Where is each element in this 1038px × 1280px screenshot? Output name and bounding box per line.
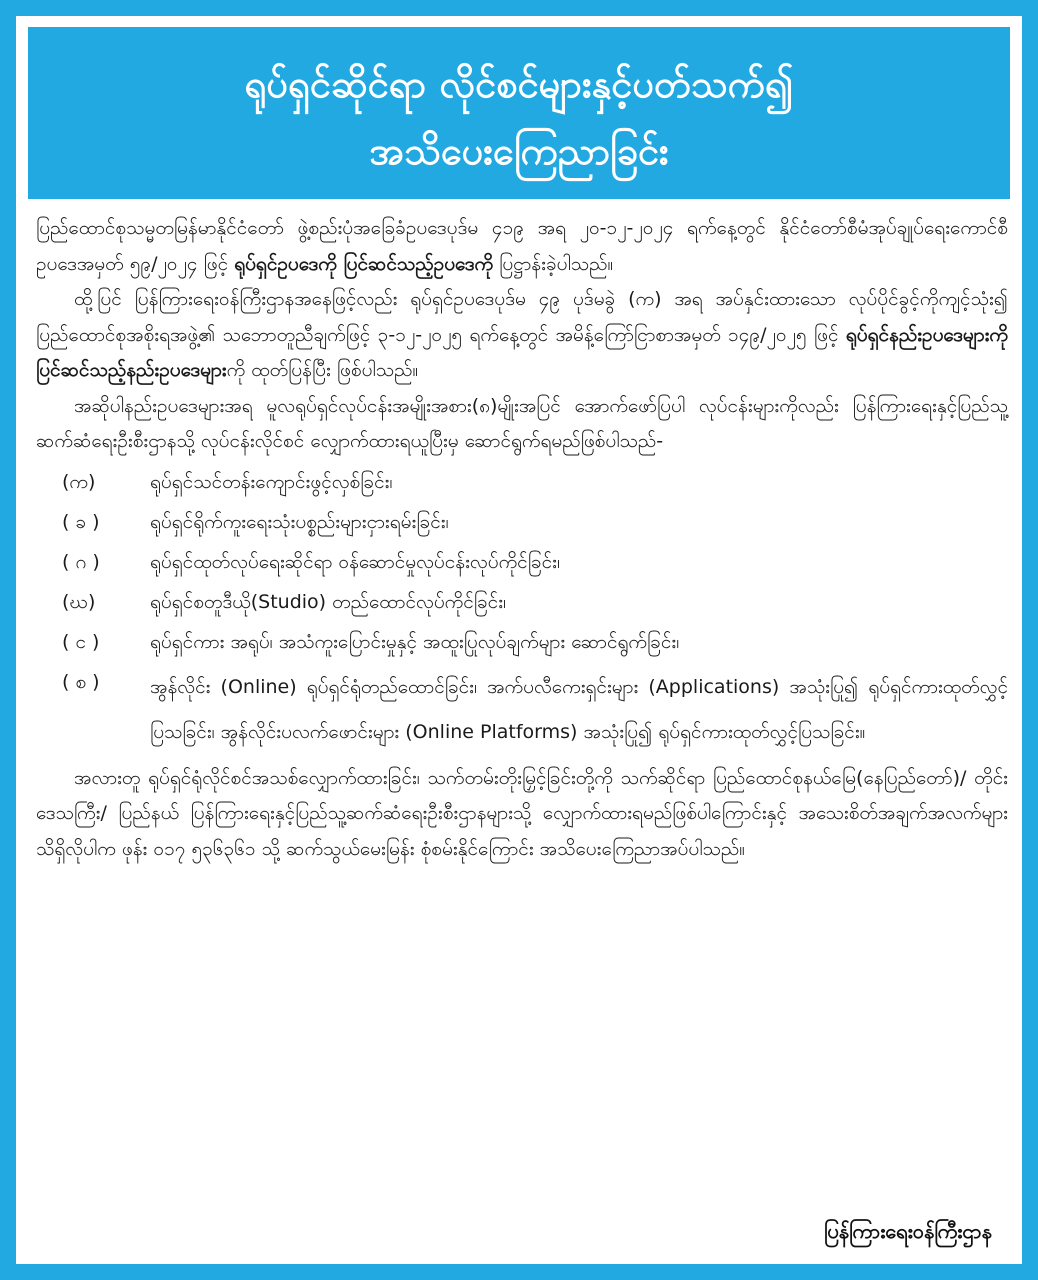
issuer-signature: ပြန်ကြားရေးဝန်ကြီးဌာန [823, 1219, 992, 1243]
list-item [36, 505, 1008, 539]
list-item [36, 465, 1008, 499]
list-marker: ( စ ) [62, 670, 100, 693]
list-item-text: ရုပ်ရှင်ထုတ်လုပ်ရေးဆိုင်ရာ ဝန်ဆောင်မှုလုပ်ငန်းလုပ်ကိုင်ခြင်း၊ [150, 550, 560, 573]
list-item [36, 665, 1008, 755]
list-item [36, 545, 1008, 579]
list-marker: ( ဂ ) [62, 550, 100, 573]
paragraph-2-end: ကို ထုတ်ပြန်ပြီး ဖြစ်ပါသည်။ [226, 359, 419, 381]
list-item [36, 625, 1008, 659]
paragraph-1-text: ပြည်ထောင်စုသမ္မတမြန်မာနိုင်ငံတော် ဖွဲ့စည်းပုံအခြေခံဥပဒေပုဒ်မ ၄၁၉ အရ ၂၀-၁၂-၂၀၂၄ ရက်နေ့တွင် နိုင်ငံတော်စီမံအုပ်ချုပ်ရေးကောင်စီ ဥပဒေအမှတ် ၅၉/၂၀၂၄ ဖြင့် [36, 217, 1008, 275]
paragraph-1-bold: ရုပ်ရှင်ဥပဒေကို ပြင်ဆင်သည့်ဥပဒေကို [234, 252, 494, 275]
paragraph-4: အလားတူ ရုပ်ရှင်ရုံလိုင်စင်အသစ်လျှောက်ထားခြင်း၊ သက်တမ်းတိုးမြှင့်ခြင်းတို့ကို သက်ဆိုင်ရာ ပြည်ထောင်စုနယ်မြေ(နေပြည်တော်)/ တိုင်းဒေသကြီး/ ပြည်နယ် ပြန်ကြားရေးနှင့်ပြည်သူ့ဆက်ဆံရေးဦးစီးဌာနများသို့ လျှောက်ထားရမည်ဖြစ်ပါကြောင်းနှင့် အသေးစိတ်အချက်အလက်များ သိရှိလိုပါက ဖုန်း ၀၁၇ ၅၃၆၃၆၁ သို့ ဆက်သွယ်မေးမြန်း စုံစမ်းနိုင်ကြောင်း အသိပေးကြေညာအပ်ပါသည်။ [36, 766, 1008, 860]
list-item [36, 585, 1008, 619]
list-item-text: ရုပ်ရှင်ရိုက်ကူးရေးသုံးပစ္စည်းများငှားရမ်းခြင်း၊ [150, 510, 449, 533]
list-item-text: ရုပ်ရှင်ကား အရုပ်၊ အသံကူးပြောင်းမှုနှင့် အထူးပြုလုပ်ချက်များ ဆောင်ရွက်ခြင်း၊ [150, 630, 680, 653]
list-item-text: ရုပ်ရှင်သင်တန်းကျောင်းဖွင့်လှစ်ခြင်း၊ [150, 470, 393, 493]
paragraph-2-bold: ရုပ်ရှင်နည်းဥပဒေများကို ပြင်ဆင်သည့်နည်းဥပဒေများ [36, 323, 1008, 381]
title-line-1: ရုပ်ရှင်ဆိုင်ရာ လိုင်စင်များနှင့်ပတ်သက်၍ [244, 62, 794, 106]
list-marker: (က) [62, 470, 96, 493]
list-item-text: အွန်လိုင်း (Online) ရုပ်ရှင်ရုံတည်ထောင်ခြင်း၊ အက်ပလီကေးရှင်းများ (Applications) အသုံးပြု၍ ရုပ်ရှင်ကားထုတ်လွှင့်ပြသခြင်း၊ အွန်လိုင်းပလက်ဖောင်းများ (Online Platforms) အသုံးပြု၍ ရုပ်ရှင်ကားထုတ်လွှင့်ပြသခြင်း။ [150, 675, 1008, 743]
title-line-2: အသိပေးကြေညာခြင်း [369, 129, 669, 173]
paragraph-1 [36, 211, 1008, 282]
license-types-list [36, 465, 1008, 755]
paragraph-2 [36, 282, 1008, 389]
announcement-body [36, 211, 1008, 867]
list-marker: ( င ) [62, 630, 100, 653]
list-marker: ( ခ ) [62, 510, 100, 533]
paragraph-1-end: ပြဋ္ဌာန်းခဲ့ပါသည်။ [493, 252, 614, 275]
list-marker: (ဃ) [62, 590, 96, 613]
paragraph-3: အဆိုပါနည်းဥပဒေများအရ မူလရုပ်ရှင်လုပ်ငန်းအမျိုးအစား(၈)မျိုးအပြင် အောက်ဖော်ပြပါ လုပ်ငန်းများကိုလည်း ပြန်ကြားရေးနှင့်ပြည်သူ့ဆက်ဆံရေးဦးစီးဌာနသို့ လုပ်ငန်းလိုင်စင် လျှောက်ထားရယူပြီးမှ ဆောင်ရွက်ရမည်ဖြစ်ပါသည်- [36, 394, 1008, 452]
list-item-text: ရုပ်ရှင်စတူဒီယို(Studio) တည်ထောင်လုပ်ကိုင်ခြင်း၊ [150, 590, 507, 613]
announcement-header [28, 27, 1010, 199]
paragraph-2-text: ထို့ပြင် ပြန်ကြားရေးဝန်ကြီးဌာနအနေဖြင့်လည်း ရုပ်ရှင်ဥပဒေပုဒ်မ ၄၉ ပုဒ်မခွဲ (က) အရ အပ်နှင်းထားသော လုပ်ပိုင်ခွင့်ကိုကျင့်သုံး၍ ပြည်ထောင်စုအစိုးရအဖွဲ့၏ သဘောတူညီချက်ဖြင့် ၃-၁၂-၂၀၂၅ ရက်နေ့တွင် အမိန့်ကြော်ငြာစာအမှတ် ၁၄၉/၂၀၂၅ ဖြင့် [36, 288, 1008, 346]
